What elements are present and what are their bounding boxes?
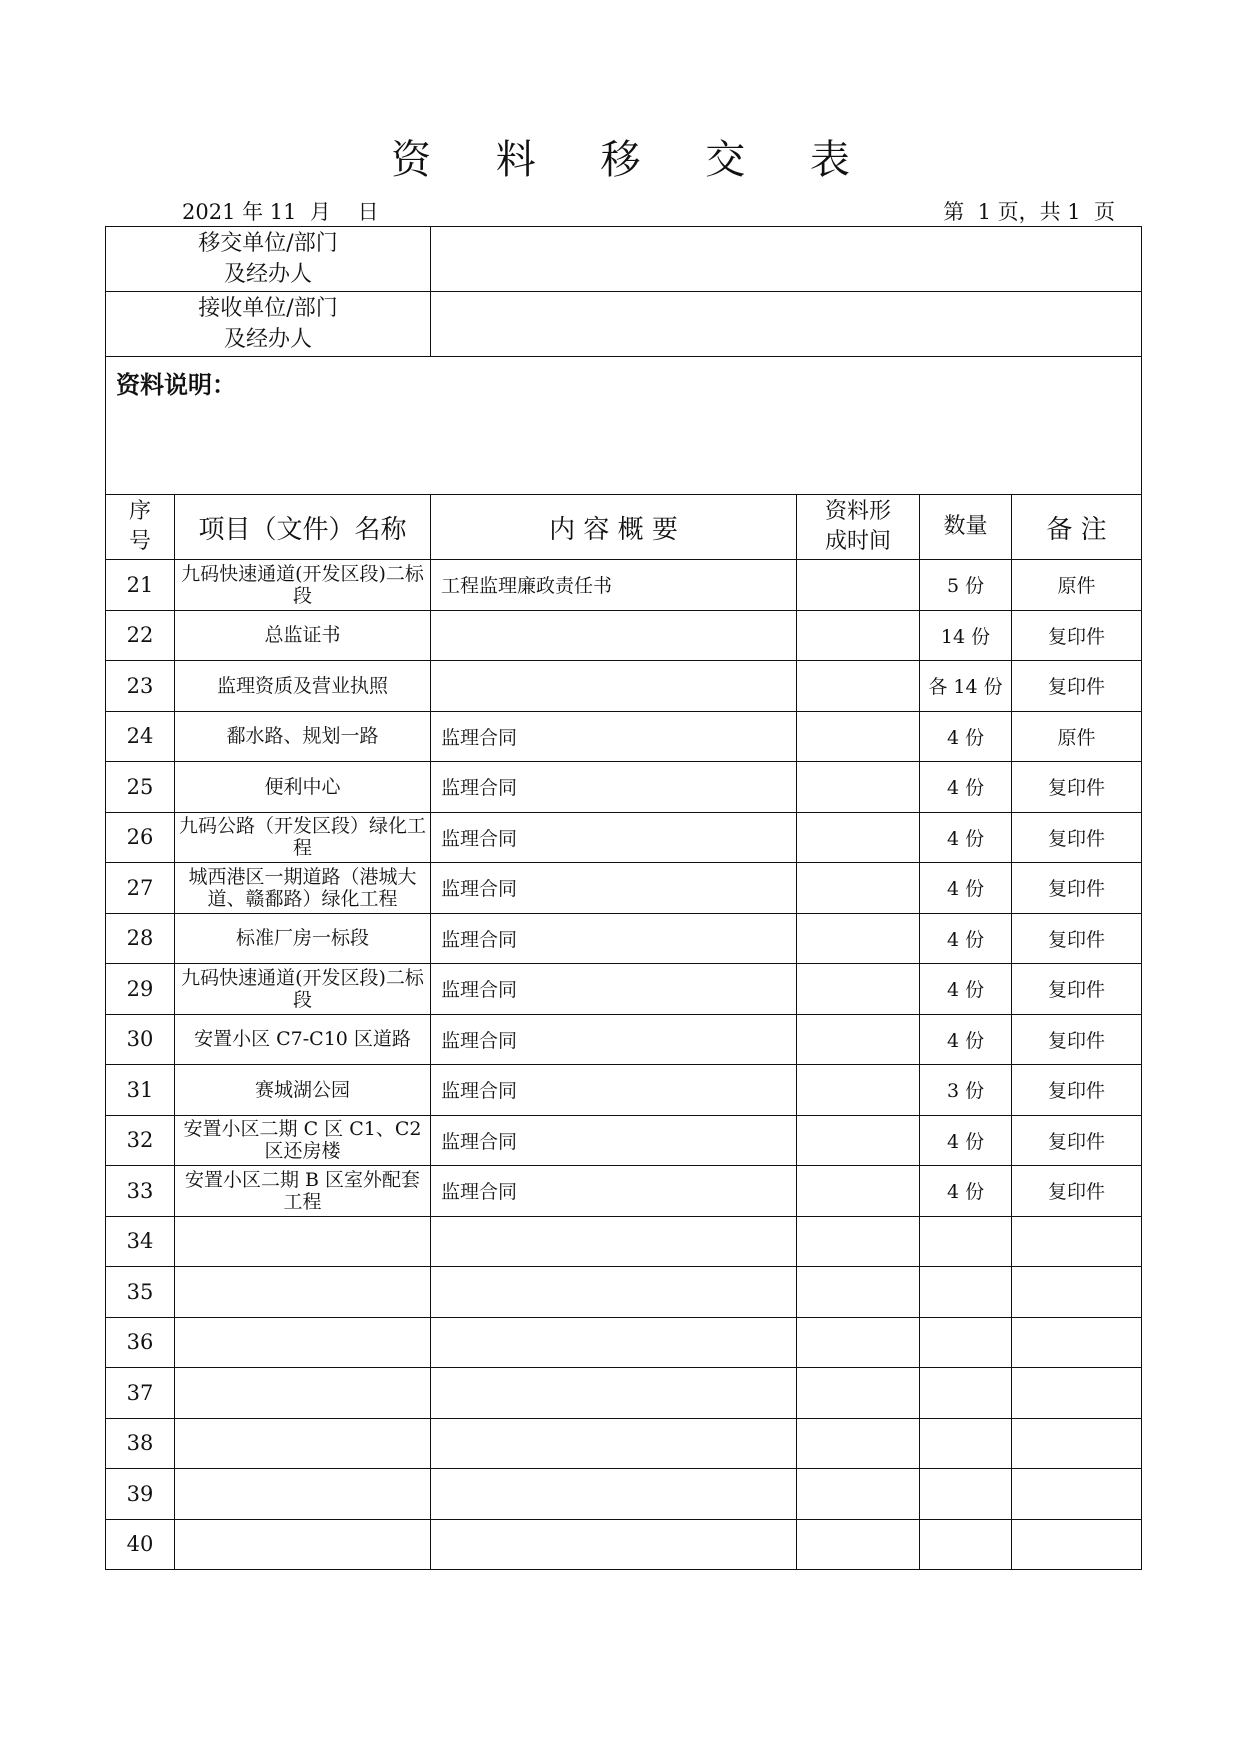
row-remark-text: 复印件 (1048, 625, 1106, 648)
row-name-text: 标准厂房一标段 (236, 927, 370, 950)
row-name-cell[interactable] (175, 1519, 431, 1570)
row-summary-cell[interactable] (431, 1014, 797, 1065)
row-qty-cell[interactable] (920, 711, 1012, 762)
row-remark-cell[interactable] (1012, 863, 1142, 914)
transfer-party-label (106, 227, 431, 292)
row-remark-cell[interactable] (1012, 1216, 1142, 1267)
row-name-cell[interactable] (175, 1418, 431, 1469)
row-seq-cell (106, 1469, 175, 1520)
row-name-cell[interactable] (175, 1065, 431, 1116)
row-qty-cell[interactable] (920, 1065, 1012, 1116)
row-qty-cell[interactable] (920, 1317, 1012, 1368)
row-name-cell[interactable] (175, 1166, 431, 1217)
row-seq-cell (106, 913, 175, 964)
table-row (106, 913, 1142, 964)
row-qty-text: 4 份 (946, 1029, 985, 1052)
row-name-cell[interactable] (175, 1216, 431, 1267)
row-time-cell[interactable] (797, 1418, 920, 1469)
row-remark-cell[interactable] (1012, 1418, 1142, 1469)
table-row (106, 1065, 1142, 1116)
page-indicator: 第 1 页，共 1 页 (943, 200, 1115, 224)
row-seq-text: 24 (126, 724, 154, 749)
row-qty-cell[interactable] (920, 661, 1012, 712)
row-qty-cell[interactable] (920, 1418, 1012, 1469)
row-qty-text: 4 份 (946, 928, 985, 951)
row-summary-cell[interactable] (431, 812, 797, 863)
transfer-party-label-line2: 及经办人 (224, 262, 313, 287)
row-qty-cell[interactable] (920, 863, 1012, 914)
table-row (106, 560, 1142, 611)
receive-party-label-line1: 接收单位/部门 (198, 296, 338, 321)
row-time-cell[interactable] (797, 1267, 920, 1318)
row-remark-cell[interactable] (1012, 812, 1142, 863)
row-remark-cell[interactable] (1012, 711, 1142, 762)
document-title: 资 料 移 交 表 (391, 137, 876, 183)
row-name-text: 安置小区二期 C 区 C1、C2 区还房楼 (183, 1118, 422, 1163)
row-time-cell[interactable] (797, 1014, 920, 1065)
row-remark-cell[interactable] (1012, 1115, 1142, 1166)
row-qty-text: 4 份 (946, 878, 985, 901)
row-name-cell[interactable] (175, 1317, 431, 1368)
row-remark-cell[interactable] (1012, 1065, 1142, 1116)
row-seq-cell (106, 610, 175, 661)
row-name-text: 鄱水路、规划一路 (226, 725, 379, 748)
row-time-cell[interactable] (797, 560, 920, 611)
row-summary-cell[interactable] (431, 964, 797, 1015)
table-row (106, 1317, 1142, 1368)
row-summary-cell[interactable] (431, 1216, 797, 1267)
row-name-cell[interactable] (175, 560, 431, 611)
row-seq-cell (106, 1014, 175, 1065)
row-time-cell[interactable] (797, 661, 920, 712)
row-name-text: 安置小区二期 B 区室外配套工程 (184, 1168, 421, 1213)
row-remark-cell[interactable] (1012, 1368, 1142, 1419)
row-name-text: 九码公路（开发区段）绿化工程 (179, 815, 427, 860)
row-seq-text: 37 (126, 1380, 154, 1405)
row-summary-cell[interactable] (431, 863, 797, 914)
table-row (106, 812, 1142, 863)
row-name-text: 九码快速通道(开发区段)二标段 (181, 562, 424, 607)
row-time-cell[interactable] (797, 1317, 920, 1368)
row-qty-cell[interactable] (920, 560, 1012, 611)
row-name-cell[interactable] (175, 1115, 431, 1166)
row-summary-cell[interactable] (431, 1115, 797, 1166)
row-summary-cell[interactable] (431, 762, 797, 813)
row-summary-cell[interactable] (431, 711, 797, 762)
row-remark-text: 复印件 (1048, 1130, 1106, 1153)
table-row (106, 863, 1142, 914)
notes-label: 资料说明： (116, 371, 236, 399)
header-row (106, 495, 1142, 560)
header-time-line1: 资料形 (825, 499, 892, 524)
row-summary-cell[interactable] (431, 1368, 797, 1419)
row-summary-text: 监理合同 (441, 726, 518, 749)
row-remark-cell[interactable] (1012, 762, 1142, 813)
row-seq-text: 33 (126, 1178, 154, 1203)
row-name-text: 总监证书 (264, 624, 341, 647)
header-seq-line1: 序 (128, 499, 151, 524)
row-qty-cell[interactable] (920, 1267, 1012, 1318)
notes-section[interactable] (106, 357, 1142, 495)
row-qty-text: 各 14 份 (928, 676, 1003, 699)
row-seq-text: 30 (126, 1027, 154, 1052)
transfer-party-label-line1: 移交单位/部门 (198, 231, 338, 256)
row-name-cell[interactable] (175, 661, 431, 712)
row-remark-text: 原件 (1057, 726, 1096, 749)
row-time-cell[interactable] (797, 1115, 920, 1166)
row-remark-text: 复印件 (1048, 1029, 1106, 1052)
table-row (106, 1418, 1142, 1469)
row-time-cell[interactable] (797, 812, 920, 863)
row-summary-text: 监理合同 (441, 928, 518, 951)
row-time-cell[interactable] (797, 1216, 920, 1267)
row-summary-text: 监理合同 (441, 1029, 518, 1052)
row-seq-cell (106, 1368, 175, 1419)
row-seq-cell (106, 1115, 175, 1166)
row-seq-cell (106, 1065, 175, 1116)
table-row (106, 1014, 1142, 1065)
row-summary-text: 监理合同 (441, 1130, 518, 1153)
row-qty-text: 5 份 (946, 575, 985, 598)
row-qty-cell[interactable] (920, 964, 1012, 1015)
table-row (106, 1368, 1142, 1419)
transfer-party-field[interactable] (431, 227, 1142, 292)
row-name-cell[interactable] (175, 863, 431, 914)
row-qty-cell[interactable] (920, 610, 1012, 661)
row-qty-cell[interactable] (920, 1216, 1012, 1267)
row-seq-cell (106, 711, 175, 762)
row-seq-cell (106, 1267, 175, 1318)
row-remark-cell[interactable] (1012, 913, 1142, 964)
row-time-cell[interactable] (797, 1469, 920, 1520)
row-seq-text: 27 (126, 875, 154, 900)
table-row (106, 711, 1142, 762)
row-remark-cell[interactable] (1012, 1014, 1142, 1065)
row-qty-cell[interactable] (920, 1014, 1012, 1065)
row-seq-cell (106, 1519, 175, 1570)
receive-party-label (106, 292, 431, 357)
row-time-cell[interactable] (797, 711, 920, 762)
row-summary-text: 监理合同 (441, 1080, 518, 1103)
row-seq-cell (106, 863, 175, 914)
row-seq-text: 31 (126, 1077, 154, 1102)
row-seq-text: 35 (126, 1279, 154, 1304)
row-seq-cell (106, 1418, 175, 1469)
row-name-text: 九码快速通道(开发区段)二标段 (181, 966, 424, 1011)
row-seq-text: 39 (126, 1481, 154, 1506)
row-summary-cell[interactable] (431, 1469, 797, 1520)
table-row (106, 1519, 1142, 1570)
row-summary-text: 监理合同 (441, 827, 518, 850)
row-time-cell[interactable] (797, 913, 920, 964)
row-seq-text: 29 (126, 976, 154, 1001)
row-name-text: 便利中心 (264, 775, 341, 798)
row-seq-cell (106, 1166, 175, 1217)
row-remark-text: 复印件 (1048, 676, 1106, 699)
row-seq-text: 34 (126, 1229, 154, 1254)
header-time (797, 495, 920, 560)
row-time-cell[interactable] (797, 1166, 920, 1217)
row-remark-text: 复印件 (1048, 1181, 1106, 1204)
table-row (106, 762, 1142, 813)
table-row (106, 1216, 1142, 1267)
row-name-text: 监理资质及营业执照 (217, 674, 389, 697)
row-seq-cell (106, 560, 175, 611)
row-summary-text: 监理合同 (441, 979, 518, 1002)
table-row (106, 610, 1142, 661)
row-remark-cell[interactable] (1012, 560, 1142, 611)
header-seq (106, 495, 175, 560)
row-qty-text: 4 份 (946, 726, 985, 749)
receive-party-row (106, 292, 1142, 357)
row-name-cell[interactable] (175, 913, 431, 964)
row-summary-text: 工程监理廉政责任书 (441, 575, 613, 598)
row-remark-text: 复印件 (1048, 928, 1106, 951)
row-seq-text: 22 (126, 623, 154, 648)
row-seq-text: 25 (126, 774, 154, 799)
row-remark-cell[interactable] (1012, 1317, 1142, 1368)
table-row (106, 661, 1142, 712)
row-remark-text: 复印件 (1048, 979, 1106, 1002)
row-summary-cell[interactable] (431, 661, 797, 712)
row-seq-cell (106, 661, 175, 712)
row-name-cell[interactable] (175, 610, 431, 661)
row-remark-cell[interactable] (1012, 661, 1142, 712)
row-seq-cell (106, 812, 175, 863)
row-seq-text: 21 (126, 572, 154, 597)
table-row (106, 1115, 1142, 1166)
row-remark-cell[interactable] (1012, 1519, 1142, 1570)
table-row (106, 1469, 1142, 1520)
row-summary-text: 监理合同 (441, 878, 518, 901)
row-summary-cell[interactable] (431, 1519, 797, 1570)
row-time-cell[interactable] (797, 610, 920, 661)
row-seq-cell (106, 964, 175, 1015)
row-qty-cell[interactable] (920, 1519, 1012, 1570)
row-name-cell[interactable] (175, 812, 431, 863)
row-summary-cell[interactable] (431, 1418, 797, 1469)
header-qty: 数量 (920, 495, 1012, 560)
row-remark-text: 复印件 (1048, 777, 1106, 800)
row-summary-cell[interactable] (431, 1317, 797, 1368)
row-qty-text: 4 份 (946, 1181, 985, 1204)
header-remark: 备 注 (1012, 495, 1142, 560)
row-name-cell[interactable] (175, 762, 431, 813)
row-qty-text: 14 份 (940, 625, 991, 648)
row-name-cell[interactable] (175, 711, 431, 762)
row-summary-cell[interactable] (431, 1065, 797, 1116)
row-name-text: 城西港区一期道路（港城大道、赣鄱路）绿化工程 (188, 865, 417, 910)
row-qty-text: 4 份 (946, 1130, 985, 1153)
row-remark-text: 复印件 (1048, 827, 1106, 850)
row-time-cell[interactable] (797, 762, 920, 813)
row-summary-cell[interactable] (431, 560, 797, 611)
header-summary: 内 容 概 要 (431, 495, 797, 560)
row-seq-text: 28 (126, 926, 154, 951)
row-remark-text: 原件 (1057, 575, 1096, 598)
row-qty-text: 4 份 (946, 979, 985, 1002)
row-name-cell[interactable] (175, 1267, 431, 1318)
row-time-cell[interactable] (797, 863, 920, 914)
row-name-cell[interactable] (175, 1469, 431, 1520)
header-time-line2: 成时间 (825, 529, 892, 554)
row-qty-text: 4 份 (946, 777, 985, 800)
row-seq-text: 36 (126, 1330, 154, 1355)
row-name-text: 赛城湖公园 (255, 1078, 351, 1101)
row-qty-cell[interactable] (920, 1166, 1012, 1217)
table-row (106, 1267, 1142, 1318)
row-qty-text: 4 份 (946, 827, 985, 850)
row-summary-text: 监理合同 (441, 1181, 518, 1204)
row-time-cell[interactable] (797, 1065, 920, 1116)
receive-party-field[interactable] (431, 292, 1142, 357)
notes-row (106, 357, 1142, 495)
row-seq-text: 38 (126, 1431, 154, 1456)
row-seq-cell (106, 762, 175, 813)
row-summary-cell[interactable] (431, 1166, 797, 1217)
row-remark-cell[interactable] (1012, 610, 1142, 661)
row-qty-cell[interactable] (920, 762, 1012, 813)
row-seq-text: 32 (126, 1128, 154, 1153)
table-row (106, 964, 1142, 1015)
row-name-text: 安置小区 C7-C10 区道路 (194, 1028, 411, 1051)
row-summary-text: 监理合同 (441, 777, 518, 800)
row-qty-cell[interactable] (920, 1469, 1012, 1520)
row-name-cell[interactable] (175, 964, 431, 1015)
row-time-cell[interactable] (797, 1519, 920, 1570)
row-summary-cell[interactable] (431, 913, 797, 964)
header-name: 项目（文件）名称 (175, 495, 431, 560)
row-seq-text: 40 (126, 1532, 154, 1557)
row-summary-cell[interactable] (431, 610, 797, 661)
row-qty-text: 3 份 (946, 1080, 985, 1103)
row-seq-cell (106, 1216, 175, 1267)
row-qty-cell[interactable] (920, 812, 1012, 863)
transfer-table (105, 226, 1142, 1570)
row-time-cell[interactable] (797, 964, 920, 1015)
row-summary-cell[interactable] (431, 1267, 797, 1318)
row-remark-text: 复印件 (1048, 1080, 1106, 1103)
transfer-party-row (106, 227, 1142, 292)
row-name-cell[interactable] (175, 1014, 431, 1065)
row-remark-cell[interactable] (1012, 1267, 1142, 1318)
row-seq-text: 26 (126, 825, 154, 850)
row-name-cell[interactable] (175, 1368, 431, 1419)
receive-party-label-line2: 及经办人 (224, 327, 313, 352)
date-line: 2021 年 11 月 日 (182, 200, 379, 224)
table-row (106, 1166, 1142, 1217)
header-seq-line2: 号 (128, 529, 151, 554)
row-qty-cell[interactable] (920, 1368, 1012, 1419)
row-qty-cell[interactable] (920, 1115, 1012, 1166)
row-remark-cell[interactable] (1012, 1166, 1142, 1217)
row-seq-text: 23 (126, 673, 154, 698)
row-remark-cell[interactable] (1012, 1469, 1142, 1520)
row-time-cell[interactable] (797, 1368, 920, 1419)
row-remark-text: 复印件 (1048, 878, 1106, 901)
row-qty-cell[interactable] (920, 913, 1012, 964)
row-remark-cell[interactable] (1012, 964, 1142, 1015)
row-seq-cell (106, 1317, 175, 1368)
